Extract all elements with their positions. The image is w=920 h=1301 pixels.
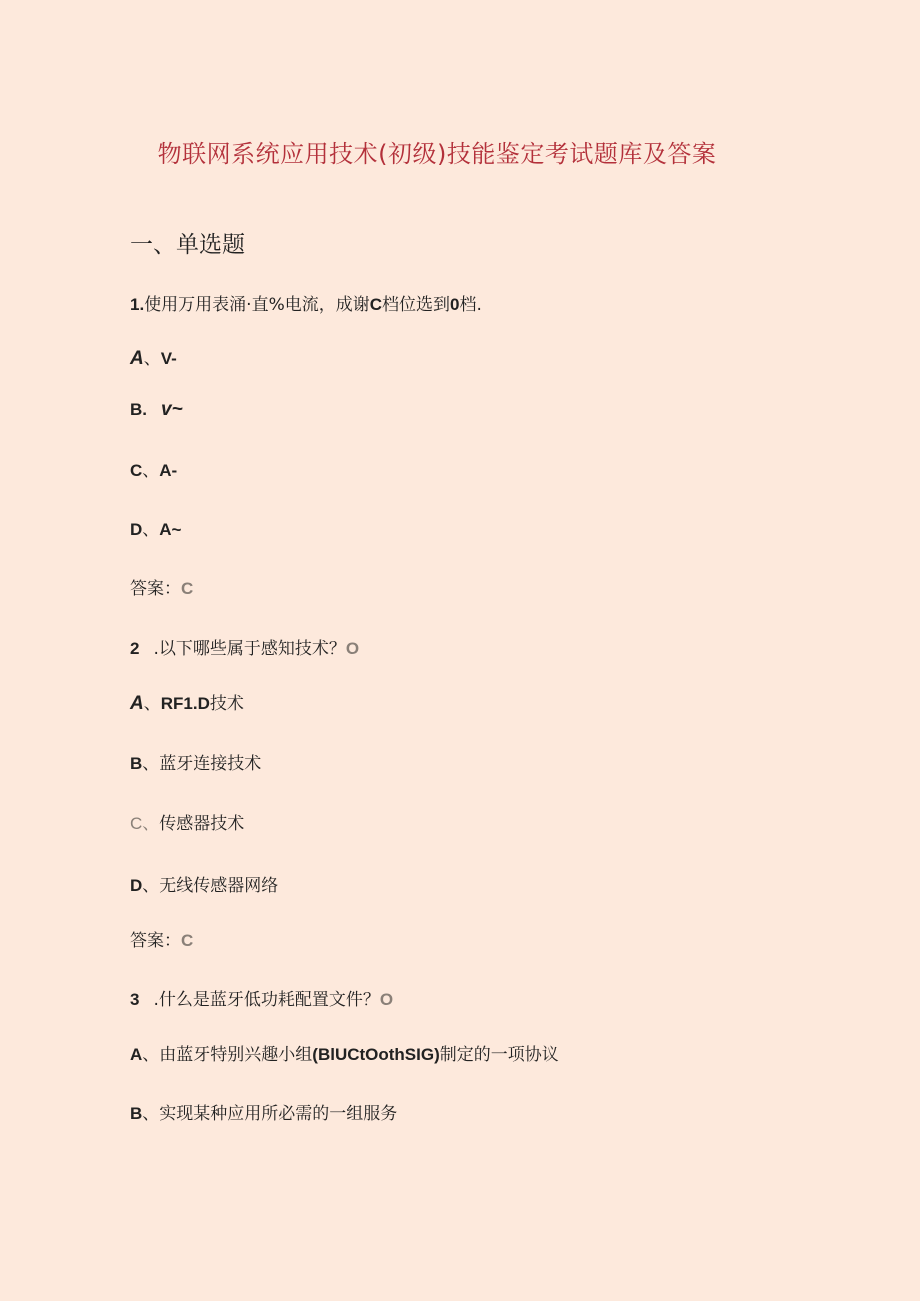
option-separator: 、 xyxy=(143,694,161,714)
option-mark: A xyxy=(130,1045,143,1064)
option-separator: 、 xyxy=(142,520,160,540)
question-2-number: 2 xyxy=(130,639,140,658)
question-1-stem xyxy=(130,290,482,315)
option-mark: A xyxy=(130,348,144,369)
option-mark: C xyxy=(130,461,143,480)
question-3-number: 3 xyxy=(130,990,140,1009)
question-2-answer xyxy=(130,926,193,951)
option-mark: A xyxy=(130,693,144,714)
answer-value: C xyxy=(181,931,194,950)
document-title: 物联网系统应用技术(初级)技能鉴定考试题库及答案 xyxy=(157,140,717,168)
option-text-latin: RF1.D xyxy=(160,694,210,713)
option-text: 由蓝牙特别兴趣小组 xyxy=(159,1045,313,1065)
section-heading: 一、单选题 xyxy=(130,232,245,258)
answer-label: 答案： xyxy=(130,931,181,951)
answer-value: C xyxy=(181,579,194,598)
option-text: 蓝牙连接技术 xyxy=(159,754,262,774)
question-1-text-3: 档. xyxy=(459,295,482,315)
question-2-stem xyxy=(130,634,359,659)
option-text: V- xyxy=(160,349,177,368)
question-2-option-d xyxy=(130,871,278,896)
question-2-option-b xyxy=(130,749,261,774)
question-1-option-b xyxy=(130,399,183,421)
question-3-option-a xyxy=(130,1040,559,1065)
option-separator: 、 xyxy=(142,754,160,774)
option-mark: D xyxy=(130,520,143,539)
option-text: A- xyxy=(159,461,178,480)
question-1-option-d xyxy=(130,515,182,540)
question-3-stem xyxy=(130,985,393,1010)
option-text: 传感器技术 xyxy=(159,814,245,834)
question-1-number: 1. xyxy=(130,295,145,314)
option-mark: B xyxy=(130,1104,143,1123)
question-1-text-2: 档位选到 xyxy=(382,295,451,315)
option-separator: 、 xyxy=(142,1104,160,1124)
option-mark: B xyxy=(130,754,143,773)
question-1-answer xyxy=(130,574,193,599)
question-1-option-a xyxy=(130,344,177,370)
option-mark: B. xyxy=(130,400,147,419)
question-2-option-c xyxy=(130,809,244,834)
question-1-option-c xyxy=(130,456,177,481)
question-3-option-b xyxy=(130,1099,397,1124)
option-text: A~ xyxy=(159,520,182,539)
option-mark: D xyxy=(130,876,143,895)
option-text-2: 制定的一项协议 xyxy=(439,1045,559,1065)
question-2-option-a xyxy=(130,689,244,715)
option-separator: 、 xyxy=(143,349,161,369)
option-separator: 、 xyxy=(142,461,160,481)
option-separator: 、 xyxy=(142,814,160,834)
question-3-tail: O xyxy=(379,990,394,1009)
question-2-tail: O xyxy=(345,639,360,658)
option-mark: C xyxy=(130,814,143,833)
question-1-text: 使用万用表涌·直%电流，成谢 xyxy=(144,295,370,315)
option-separator: 、 xyxy=(142,876,160,896)
option-text: 无线传感器网络 xyxy=(159,876,279,896)
option-text: 技术 xyxy=(209,694,244,714)
option-text: v~ xyxy=(161,399,183,420)
option-text-latin: (BlUCtOothSIG) xyxy=(312,1045,440,1064)
question-3-text: .什么是蓝牙低功耗配置文件？ xyxy=(153,990,380,1010)
question-1-text-latin-1: C xyxy=(369,295,383,314)
option-separator: 、 xyxy=(142,1045,160,1065)
answer-label: 答案： xyxy=(130,579,181,599)
option-text: 实现某种应用所必需的一组服务 xyxy=(159,1104,398,1124)
question-2-text: .以下哪些属于感知技术？ xyxy=(153,639,346,659)
question-1-text-latin-2: 0 xyxy=(450,295,460,314)
